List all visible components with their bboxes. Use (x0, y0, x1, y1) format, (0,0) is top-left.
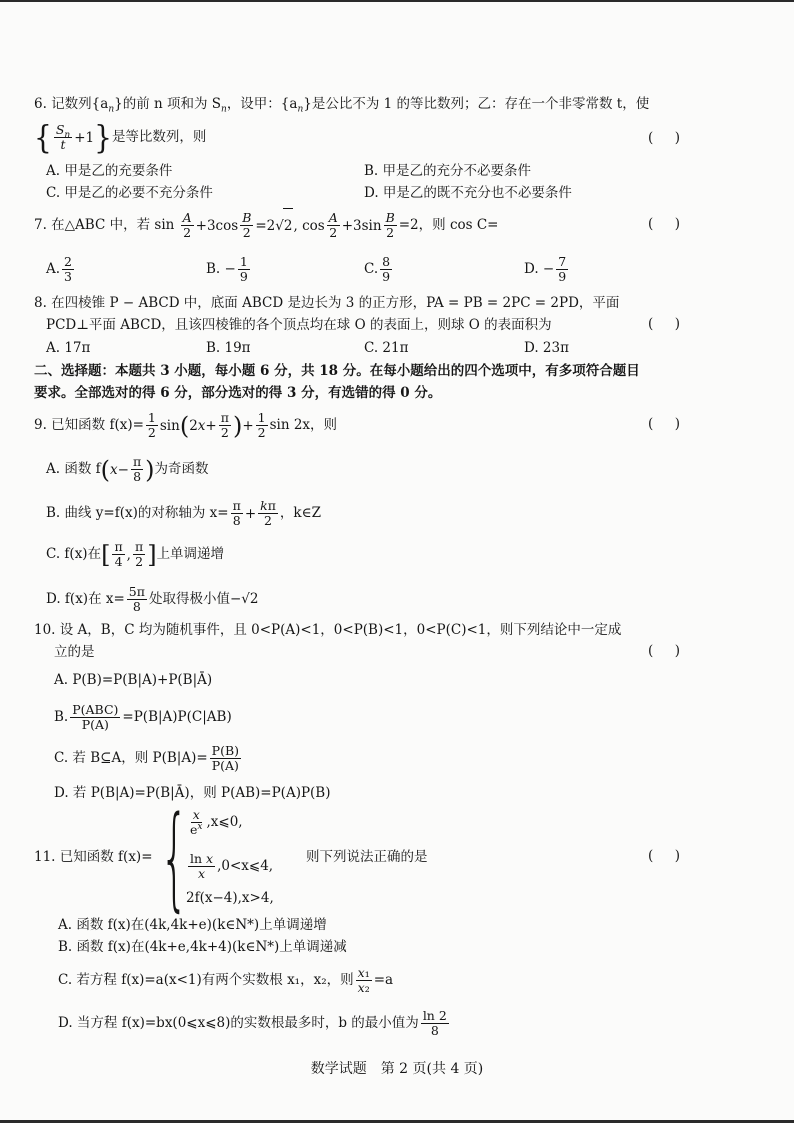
q9-option-d: D. f(x)在 x= $\frac{5\pi}{8}$ 处取得极小值−√2 (46, 584, 259, 614)
q6-option-d: D. 甲是乙的既不充分也不必要条件 (364, 185, 572, 201)
q6-option-b: B. 甲是乙的充分不必要条件 (364, 163, 532, 179)
q10-option-c: C. 若 B⊆A，则 P(B|A)= $\frac{P(B)}{P(A)}$ (54, 743, 240, 773)
q7-option-b: B. − $\frac{1}{9}$ (206, 254, 248, 284)
q11-option-b: B. 函数 f(x)在(4k+e,4k+4)(k∈N*)上单调递减 (58, 939, 347, 955)
section-2-heading-line2: 要求。全部选对的得 6 分，部分选对的得 3 分，有选错的得 0 分。 (34, 385, 442, 401)
page-footer: 数学试题 第 2 页(共 4 页) (310, 1061, 484, 1077)
q9-option-c: C. f(x)在 [ $\frac{\pi}{4}$ , $\frac{\pi}{2}$ ] 上单调递增 (46, 539, 225, 569)
q11-option-c: C. 若方程 f(x)=a(x<1)有两个实数根 x₁，x₂，则 $\frac{\text{x₁}}{\text{x₂}}$ =a (58, 965, 394, 995)
q8-option-a: A. 17π (46, 340, 91, 356)
q7-option-c: C. $\frac{8}{9}$ (364, 254, 391, 284)
q8-option-d: D. 23π (524, 340, 569, 356)
q11-answer-paren (648, 848, 680, 864)
q11-case-3: 2f(x−4),x>4, (186, 890, 274, 906)
q6-stem-line2: { $\frac{S_n}{t}$ +1 } 是等比数列，则 (34, 117, 207, 156)
q10-stem-line2: 立的是 (54, 644, 95, 660)
q11-option-a: A. 函数 f(x)在(4k,4k+e)(k∈N*)上单调递增 (58, 917, 327, 933)
q9-answer-paren (648, 416, 680, 432)
q9-option-b: B. 曲线 y=f(x)的对称轴为 x= $\frac{\pi}{8}$ + $\frac{k\pi}{2}$ ，k∈Z (46, 498, 321, 528)
q6-stem: 6. 记数列$\{a_n\}$的前 n 项和为 $S_n$，设甲：$\{a_n\}$是公比不为 1 的等比数列；乙：存在一个非零常数 t，使 (34, 96, 650, 115)
q7-answer-paren (648, 216, 680, 232)
q9-option-a: A. 函数 f ( x − $\frac{\pi}{8}$ ) 为奇函数 (46, 454, 209, 484)
q10-option-d: D. 若 P(B|A)=P(B|Ā)，则 P(AB)=P(A)P(B) (54, 785, 331, 801)
q10-stem-line1: 10. 设 A，B，C 均为随机事件，且 0<P(A)<1，0<P(B)<1，0<P(C)<1，则下列结论中一定成 (34, 622, 622, 638)
q8-stem-line1: 8. 在四棱锥 P − ABCD 中，底面 ABCD 是边长为 3 的正方形，PA = PB = 2PC = 2PD，平面 (34, 295, 620, 311)
q9-stem: 9. 已知函数 f(x)= $\frac{1}{2}$ sin ( 2 x + $\frac{\pi}{2}$ ) + $\frac{1}{2}$ sin 2x，则 (34, 410, 338, 440)
q11-case-2: $\frac{\text{ln x}}{x}$ ,0<x⩽4, (190, 851, 274, 881)
q7-option-a: A. $\frac{2}{3}$ (46, 254, 72, 284)
q10-answer-paren (648, 643, 680, 659)
top-border (0, 0, 794, 2)
section-2-heading: 二、选择题：本题共 3 小题，每小题 6 分，共 18 分。在每小题给出的四个选项中，有多项符合题目 (34, 363, 640, 379)
q10-option-b: B. $\frac{\text{P(ABC)}}{P(A)}$ =P(B|A)P(C|AB) (54, 702, 232, 732)
q6-answer-paren (648, 130, 680, 146)
q8-option-c: C. 21π (364, 340, 409, 356)
q8-stem-line2: PCD⊥平面 ABCD，且该四棱锥的各个顶点均在球 O 的表面上，则球 O 的表面积为 (46, 317, 552, 333)
q11-stem: 11. 已知函数 f(x)= (34, 849, 153, 865)
q8-option-b: B. 19π (206, 340, 251, 356)
q6-option-a: A. 甲是乙的充要条件 (46, 163, 173, 179)
piecewise-brace: { (160, 793, 189, 923)
q7-stem: 7. 在△ABC 中，若 sin $\frac{A}{2}$ +3cos $\frac{B}{2}$ =2 √ 2 , cos $\frac{A}{2}$ +3sin $\frac{B}{2}$ =2，则 cos C= (34, 208, 499, 243)
q11-stem-tail: 则下列说法正确的是 (306, 849, 428, 865)
q6-option-c: C. 甲是乙的必要不充分条件 (46, 185, 213, 201)
q7-option-d: D. − $\frac{7}{9}$ (524, 254, 567, 284)
q11-case-1: $\frac{x}{e^x}$ ,x⩽0, (190, 807, 243, 837)
q10-option-a: A. P(B)=P(B|A)+P(B|Ā) (54, 672, 213, 688)
q8-answer-paren (648, 316, 680, 332)
q11-option-d: D. 当方程 f(x)=bx(0⩽x⩽8)的实数根最多时，b 的最小值为 $\frac{\ln 2}{8}$ (58, 1008, 447, 1038)
